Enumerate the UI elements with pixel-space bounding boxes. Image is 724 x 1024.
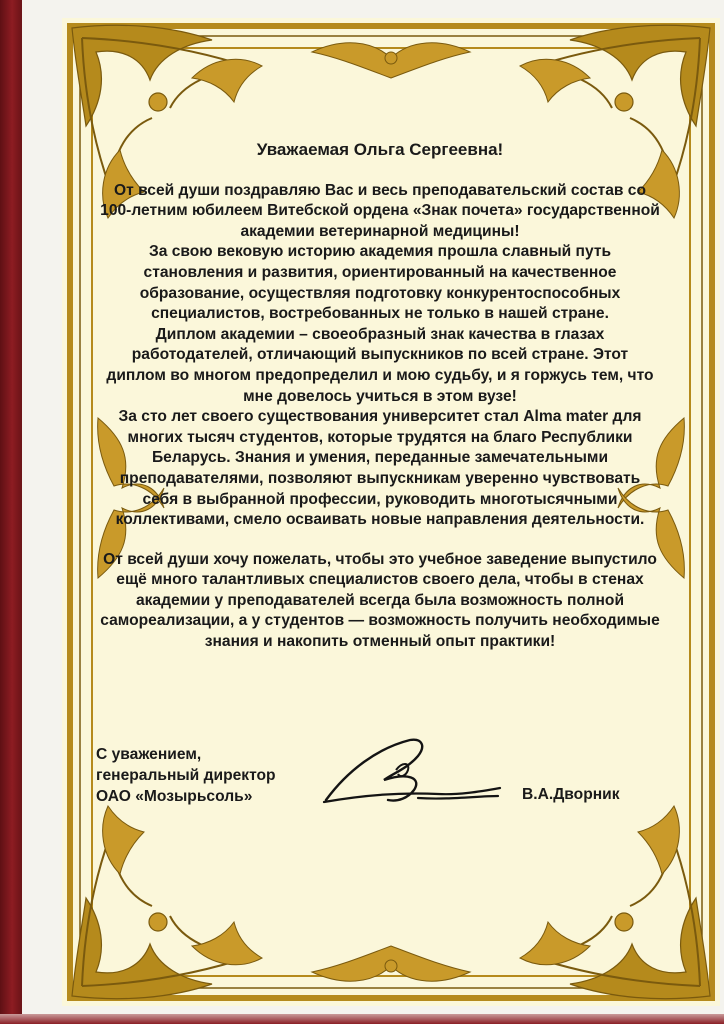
letter-body	[100, 140, 660, 653]
paragraph-congratulation: От всей души поздравляю Вас и весь преподавательский состав со 100-летним юбилеем Витебской ордена «Знак почета» государственной академии ветеринарной медицины!	[100, 181, 660, 240]
paragraph-diploma: Диплом академии – своеобразный знак качества в глазах работодателей, отличающий выпускников по всей стране. Этот диплом во многом предопределил и мою судьбу, и я горжусь тем, что мне довелось учиться в этом вузе!	[106, 325, 654, 405]
signoff-block	[96, 744, 276, 807]
folder-bottom-edge	[0, 1014, 724, 1024]
paragraph-history: За свою вековую историю академия прошла славный путь становления и развития, ориентированный на качественное образование, осуществляя подготовку конкурентоспособных специалистов, востребованных не только в нашей стране.	[139, 243, 621, 323]
letter-greeting: Уважаемая Ольга Сергеевна!	[256, 140, 504, 159]
ornament-corner-icon	[520, 806, 710, 999]
paragraph-wishes: От всей души хочу пожелать, чтобы это учебное заведение выпустило ещё много талантливых специалистов своего дела, чтобы в стенах академии у преподавателей всегда была возможность полной самореализации, а у студентов — возможность получить необходимые знания и накопить отменный опыт практики!	[100, 550, 660, 651]
signer-name: В.А.Дворник	[522, 786, 620, 803]
signature-icon	[318, 730, 508, 820]
closing-regards: С уважением,	[96, 746, 202, 763]
ornament-corner-icon	[72, 806, 262, 999]
folder-cover-edge	[0, 0, 22, 1024]
signer-organization: ОАО «Мозырьсоль»	[96, 788, 253, 805]
signer-position: генеральный директор	[96, 767, 276, 784]
paragraph-alma-mater: За сто лет своего существования университет стал Alma mater для многих тысяч студентов, которые трудятся на благо Республики Беларусь. Знания и умения, переданные замечательными преподавателями, позволяют выпускникам уверенно чувствовать себя в выбранной профессии, руководить многотысячными коллективами, смело осваивать новые направления деятельности.	[115, 408, 645, 529]
